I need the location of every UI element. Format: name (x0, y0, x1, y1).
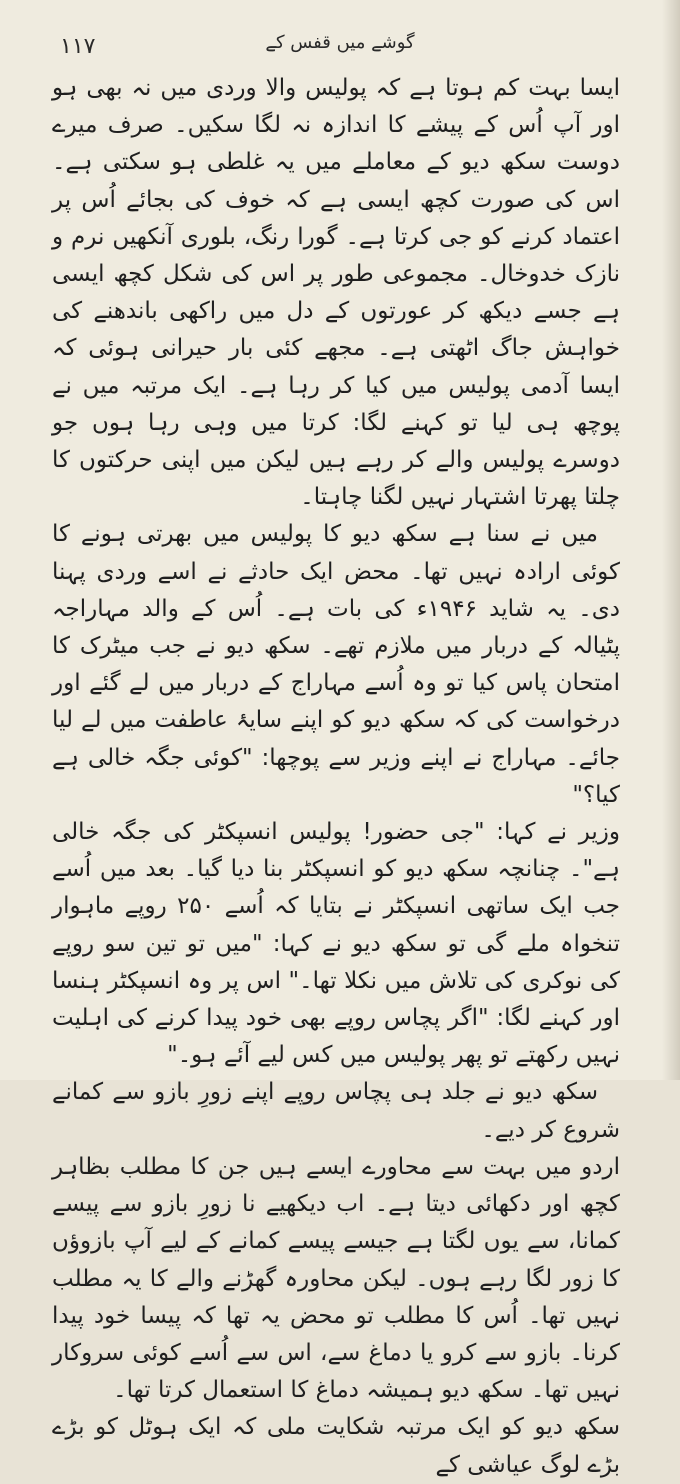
paragraph: ایسا بہت کم ہوتا ہے کہ پولیس والا وردی میں نہ بھی ہو اور آپ اُس کے پیشے کا اندازہ نہ لگا سکیں۔ صرف میرے دوست سکھ دیو کے معاملے میں یہ غلطی ہو سکتی ہے۔ اس کی صورت کچھ ایسی ہے کہ خوف کی بجائے اُس پر اعتماد کرنے کو جی کرتا ہے۔ گورا رنگ، بلوری آنکھیں نرم و نازک خدوخال۔ مجموعی طور پر اس کی شکل کچھ ایسی ہے جسے دیکھ کر عورتوں کے دل میں راکھی باندھنے کی خواہش جاگ اٹھتی ہے۔ مجھے کئی بار حیرانی ہوئی کہ ایسا آدمی پولیس میں کیا کر رہا ہے۔ ایک مرتبہ میں نے پوچھ ہی لیا تو کہنے لگا: کرتا میں وہی رہا ہوں جو دوسرے پولیس والے کر رہے ہیں لیکن میں اپنی حرکتوں کا چلتا پھرتا اشتہار نہیں لگنا چاہتا۔ (52, 75, 620, 511)
page-number: ۱۱۷ (60, 34, 96, 59)
running-title: گوشے میں قفس کے (265, 32, 415, 53)
page-edge-shadow (662, 0, 680, 1080)
paragraph: وزیر نے کہا: "جی حضور! پولیس انسپکٹر کی جگہ خالی ہے"۔ چنانچہ سکھ دیو کو انسپکٹر بنا دیا گیا۔ بعد میں اُسے جب ایک ساتھی انسپکٹر نے بتایا کہ اُسے ۲۵۰ روپے ماہوار تنخواہ ملے گی تو سکھ دیو نے کہا: "میں تو تین سو روپے کی نوکری کی تلاش میں نکلا تھا۔" اس پر وہ انسپکٹر ہنسا اور کہنے لگا: "اگر پچاس روپے بھی خود پیدا کرنے کی اہلیت نہیں رکھتے تو پھر پولیس میں کس لیے آئے ہو۔" (52, 819, 620, 1069)
paragraph: سکھ دیو نے جلد ہی پچاس روپے اپنے زورِ بازو سے کمانے شروع کر دیے۔ (52, 1079, 620, 1143)
paragraph: میں نے سنا ہے سکھ دیو کا پولیس میں بھرتی ہونے کا کوئی ارادہ نہیں تھا۔ محض ایک حادثے نے اسے وردی پہنا دی۔ یہ شاید ۱۹۴۶ء کی بات ہے۔ اُس کے والد مہاراجہ پٹیالہ کے دربار میں ملازم تھے۔ سکھ دیو نے جب میٹرک کا امتحان پاس کیا تو وہ اُسے مہاراج کے دربار میں لے گئے اور درخواست کی کہ سکھ دیو کو اپنے سایۂ عاطفت میں لے لیا جائے۔ مہاراج نے اپنے وزیر سے پوچھا: "کوئی جگہ خالی ہے کیا؟" (52, 521, 620, 808)
body-text (52, 70, 620, 1484)
paragraph: اردو میں بہت سے محاورے ایسے ہیں جن کا مطلب بظاہر کچھ اور دکھائی دیتا ہے۔ اب دیکھیے نا زورِ بازو سے پیسے کمانا، سے یوں لگتا ہے جیسے پیسے کمانے کے لیے آپ بازوؤں کا زور لگا رہے ہوں۔ لیکن محاورہ گھڑنے والے کا یہ مطلب نہیں تھا۔ اُس کا مطلب تو محض یہ تھا کہ پیسا خود پیدا کرنا۔ بازو سے کرو یا دماغ سے، اس سے اُسے کوئی سروکار نہیں تھا۔ سکھ دیو ہمیشہ دماغ کا استعمال کرتا تھا۔ (52, 1153, 620, 1404)
page-header (60, 28, 620, 68)
paragraph: سکھ دیو کو ایک مرتبہ شکایت ملی کہ ایک ہوٹل کو بڑے بڑے لوگ عیاشی کے (52, 1414, 620, 1478)
